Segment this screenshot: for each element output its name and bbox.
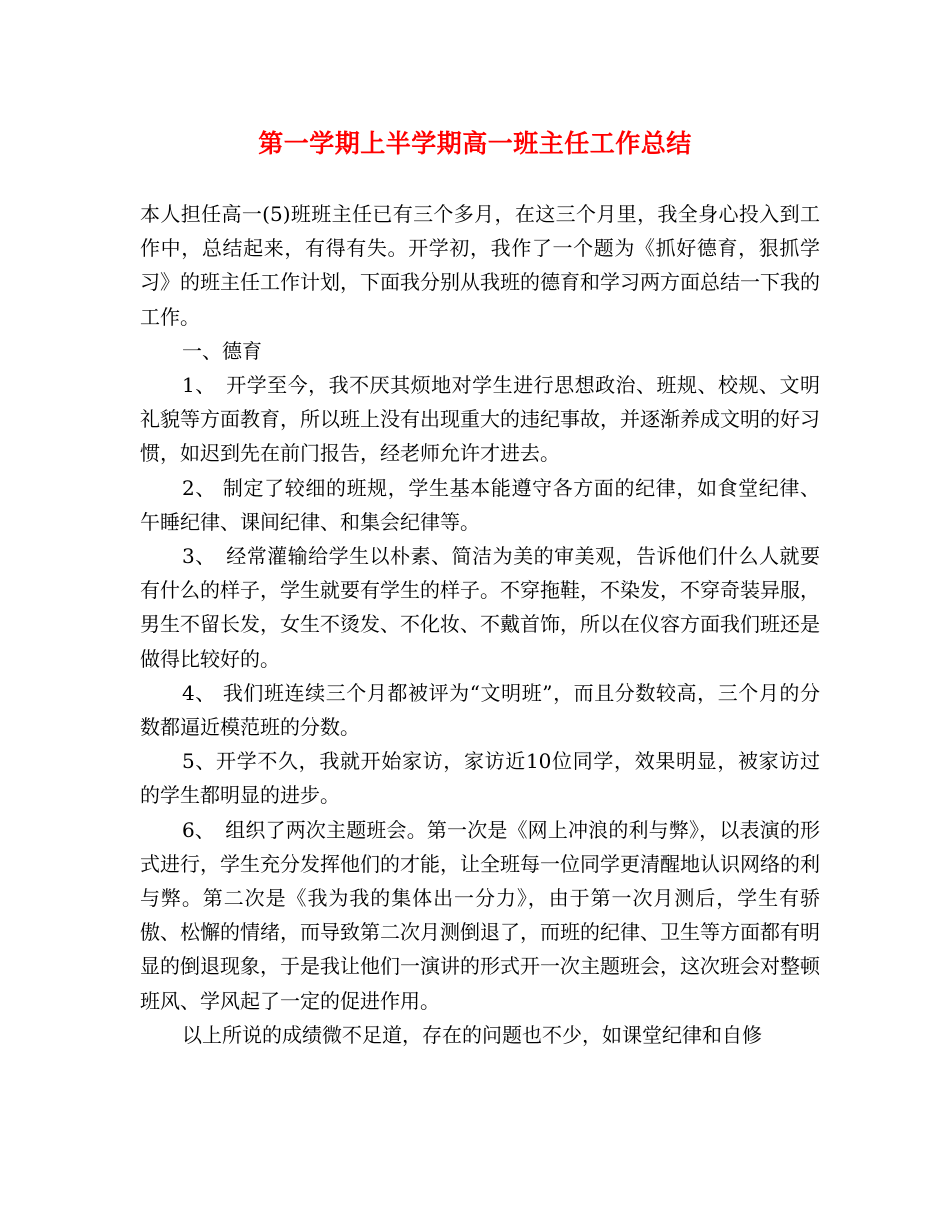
paragraph-item-6: 6、 组织了两次主题班会。第一次是《网上冲浪的利与弊》，以表演的形式进行，学生充分发挥他们的才能，让全班每一位同学更清醒地认识网络的利与弊。第二次是《我为我的集体出一分力》，由于第一次月测后，学生有骄傲、松懈的情绪，而导致第二次月测倒退了，而班的纪律、卫生等方面都有明显的倒退现象，于是我让他们一演讲的形式开一次主题班会，这次班会对整顿班风、学风起了一定的促进作用。 — [140, 817, 820, 1013]
paragraph-item-5: 5、开学不久，我就开始家访，家访近10位同学，效果明显，被家访过的学生都明显的进步。 — [140, 749, 820, 808]
paragraph-item-1: 1、 开学至今，我不厌其烦地对学生进行思想政治、班规、校规、文明礼貌等方面教育，所以班上没有出现重大的违纪事故，并逐渐养成文明的好习惯，如迟到先在前门报告，经老师允许才进去。 — [140, 373, 820, 466]
paragraph-item-4: 4、 我们班连续三个月都被评为“文明班”，而且分数较高，三个月的分数都逼近模范班的分数。 — [140, 680, 820, 740]
paragraph-summary: 以上所说的成绩微不足道，存在的问题也不少，如课堂纪律和自修 — [182, 1022, 762, 1047]
section-heading-moral-education: 一、德育 — [182, 338, 262, 363]
paragraph-intro: 本人担任高一(5)班班主任已有三个多月，在这三个月里，我全身心投入到工作中，总结起来，有得有失。开学初，我作了一个题为《抓好德育，狠抓学习》的班主任工作计划，下面我分别从我班的德育和学习两方面总结一下我的工作。 — [140, 202, 820, 329]
document-title: 第一学期上半学期高一班主任工作总结 — [258, 129, 692, 158]
paragraph-item-3: 3、 经常灌输给学生以朴素、简洁为美的审美观，告诉他们什么人就要有什么的样子，学生就要有学生的样子。不穿拖鞋，不染发，不穿奇装异服，男生不留长发，女生不烫发、不化妆、不戴首饰，所以在仪容方面我们班还是做得比较好的。 — [140, 544, 820, 671]
document-body — [140, 197, 820, 1052]
paragraph-item-2: 2、 制定了较细的班规，学生基本能遵守各方面的纪律，如食堂纪律、午睡纪律、课间纪律、和集会纪律等。 — [140, 475, 820, 534]
